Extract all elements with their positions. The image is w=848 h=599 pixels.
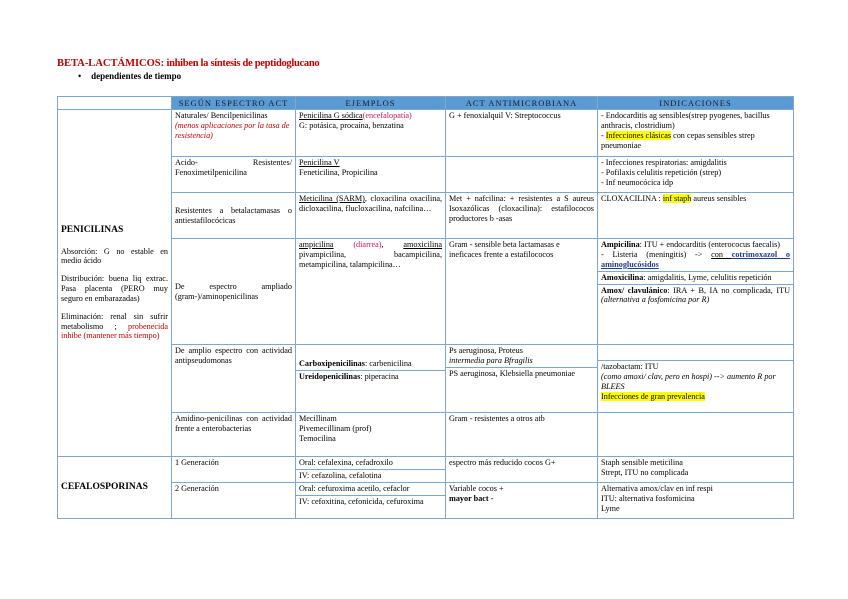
- group-label: CEFALOSPORINAS: [61, 481, 148, 492]
- cell-act: [446, 345, 598, 413]
- cell-indicaciones: - Endocarditis ag sensibles(strep pyogenes, bacillus anthracis, clostridium) - Infecciones clásicas con cepas sensibles strep pneumoniae: [598, 110, 794, 157]
- eliminacion-note: Eliminación: renal sin sufrir metabolismo ; probenecida inhibe (mantener más tiempo): [61, 311, 168, 341]
- ej-ureido: Ureidopenicilinas: piperacina: [296, 370, 445, 382]
- header-indicaciones: INDICACIONES: [598, 97, 794, 110]
- distribucion-note: Distribución: buena liq extrac. Pasa placenta (PERO muy seguro en embarazadas): [61, 274, 168, 303]
- cell-indicaciones: [598, 413, 794, 457]
- cell-espectro: 1 Generación: [172, 457, 296, 483]
- cell-ejemplos: Penicilina V Feneticilina, Propicilina: [296, 157, 446, 193]
- cell-ejemplos: Oral: cefuroxima acetilo, cefaclor IV: cefoxitina, cefonicida, cefuroxima: [296, 482, 446, 518]
- penicilinas-group-cell: [58, 110, 172, 457]
- cell-indicaciones: CLOXACILINA : inf staph aureus sensibles: [598, 193, 794, 239]
- cefalosporinas-group-cell: [58, 457, 172, 519]
- table-header-empty: [58, 97, 172, 110]
- ind-ampicilina: Ampicilina: ITU + endocarditis (enterococus faecalis) - Listeria (meningitis) -> con cotrimoxazol o aminoglucósidos: [601, 240, 790, 269]
- cell-ejemplos: ampicilina (diarrea), amoxicilina pivampicilina, bacampicilina, metampicilina, talampicilina…: [296, 239, 446, 345]
- cell-act: [446, 157, 598, 193]
- beta-lactam-table: [57, 96, 794, 519]
- cell-ejemplos: Mecillinam Pivemecillinam (prof) Temocilina: [296, 413, 446, 457]
- cell-espectro: Amidino-penicilinas con actividad frente a enterobacterias: [172, 413, 296, 457]
- page-title: BETA-LACTÁMICOS: inhiben la síntesis de peptidoglucano: [57, 58, 320, 69]
- ind-amoxicilina: Amoxicilina: amigdalitis, Lyme, celulitis repetición: [598, 271, 793, 283]
- ind-tazobactam: /tazobactam: ITU (como amoxi/ clav, pero en hospi) --> aumento R por BLEES Infecciones de gran prevalencia: [598, 360, 793, 401]
- cell-espectro: Naturales/ Bencilpenicilinas (menos aplicaciones por la tasa de resistencia): [172, 110, 296, 157]
- cell-espectro: Resistentes a betalactamasas o antiestafilocócicas: [172, 193, 296, 239]
- table-header-row: [58, 97, 794, 110]
- cell-act: G + fenoxialquil V: Streptococcus: [446, 110, 598, 157]
- bullet-point: • dependientes de tiempo: [78, 71, 182, 81]
- cell-ejemplos: Oral: cefalexina, cefadroxilo IV: cefazolina, cefalotina: [296, 457, 446, 483]
- act-ureido: PS aeruginosa, Klebsiella pneumoniae: [446, 367, 597, 379]
- cell-indicaciones: - Infecciones respiratorias: amigdalitis - Pofilaxis celulitis repetición (strep) - Inf neumocócica idp: [598, 157, 794, 193]
- cell-espectro: De espectro ampliado (gram-)/aminopenicilinas: [172, 239, 296, 345]
- cell-ejemplos: Meticilina (SARM), cloxacilina oxacilina, dicloxacilina, flucloxacilina, nafcilina…: [296, 193, 446, 239]
- bullet-icon: •: [78, 71, 82, 81]
- cell-act: Gram - resistentes a otros atb: [446, 413, 598, 457]
- cell-ejemplos: [296, 345, 446, 413]
- cell-act: Gram - sensible beta lactamasas e ineficaces frente a estafilococos: [446, 239, 598, 345]
- absorcion-note: Absorción: G no estable en medio ácido: [61, 246, 168, 266]
- cell-espectro: De amplio espectro con actividad antipseudomonas: [172, 345, 296, 413]
- ind-amox-clav: Amox/ clavulánico: IRA + B, IA no complicada, ITU (alternativa a fosfomicina por R): [598, 284, 793, 306]
- cell-ejemplos: Penicilina G sódica(encefalopatía) G: potásica, procaína, benzatina: [296, 110, 446, 157]
- table-row: [58, 457, 794, 483]
- cell-espectro: Acido- Resistentes/ Fenoximetilpenicilina: [172, 157, 296, 193]
- cell-act: Variable cocos + mayor bact -: [446, 482, 598, 518]
- act-carboxi: Ps aeruginosa, Proteus intermedia para Bfragilis: [449, 346, 533, 366]
- cell-act: Met + nafcilina: + resistentes a S aureus Isoxazólicas (cloxacilina): estafilococos productores b -asas: [446, 193, 598, 239]
- group-label: PENICILINAS: [61, 225, 124, 236]
- cell-indicaciones: Staph sensible meticilina Strept, ITU no complicada: [598, 457, 794, 483]
- ej-carboxi: Carboxipenicilinas: carbenicilina: [299, 359, 412, 369]
- cell-indicaciones: [598, 345, 794, 413]
- cell-indicaciones: Alternativa amox/clav en inf respi ITU: alternativa fosfomicina Lyme: [598, 482, 794, 518]
- cell-indicaciones: [598, 239, 794, 345]
- header-espectro: SEGÚN ESPECTRO ACT: [172, 97, 296, 110]
- cell-act: espectro más reducido cocos G+: [446, 457, 598, 483]
- header-ejemplos: EJEMPLOS: [296, 97, 446, 110]
- cell-espectro: 2 Generación: [172, 482, 296, 518]
- header-act: ACT ANTIMICROBIANA: [446, 97, 598, 110]
- table-row: [58, 110, 794, 157]
